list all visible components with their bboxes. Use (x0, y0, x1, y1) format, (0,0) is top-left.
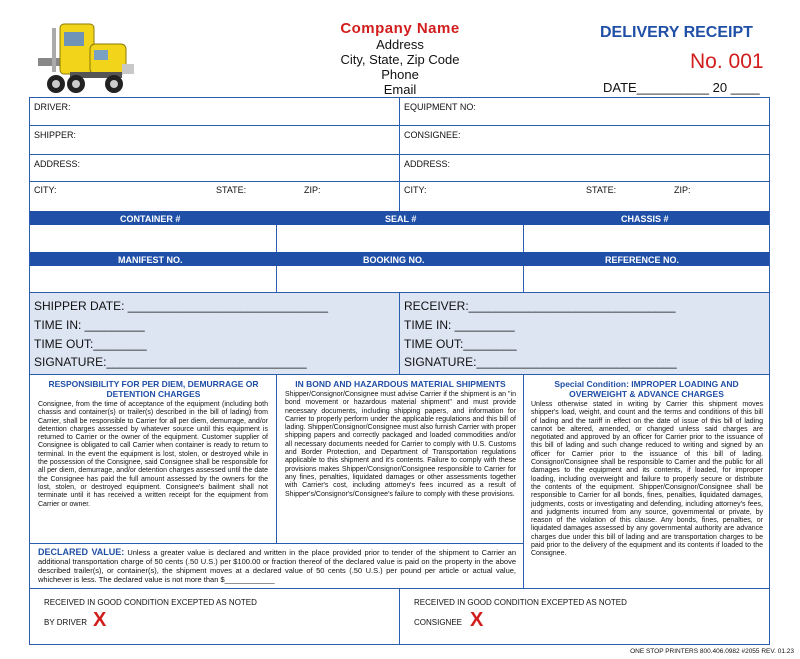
company-city-state-zip: City, State, Zip Code (340, 52, 460, 67)
terms-col-3-text: Unless otherwise stated in writing by Carrier this shipment moves shipper's load, weight, and count and the terms and conditions of this bill of lading and the tariff in effect on the date of issue of this bill of lading cannot be altered, amended, or changed unless said charges are negotiated and approved by an officer for Carrier prior to the issuance of this bill of lading and such change reduced to writing and signed by an officer for Carrier prior to the issuance of this bill of lading. Consignor/Consignee shall be responsible to Carrier and the public for all damages to the equipment and its contents, if loaded, for improper loading, including overweight and failure to properly secure or distribute the contents of the equipment. Shipper/Consignor/Consignee shall be responsible to Carrier for all bonds, fines, penalties, liquidated damages, judgments, costs or investigating and defending, including attorney's fees, and judgments incurred from any source, governmental or private, by reason of the violation of this clause. Any bonds, fines, penalties, or liquidated damages assessed by any governmental authority are advance charges due under this bill of lading and are transportation charges to be paid prior to the delivery of the equipment and its contents if loaded to the Consignee. (531, 401, 763, 558)
terms-col-2-text: Shipper/Consignor/Consignee must advise Carrier if the shipment is an "in bond movement or hazardous material shipment" and must provide necessary documents, including shipping papers, and information for Carrier to properly perform under the applicable regulations and this bill of lading. Shipper/Consignor/Consignee must also furnish Carrier with proper shipping papers and correctly packaged and loaded commodities and/or all necessary documents needed for Carrier to comply with U.S. Customs and Border Protection, and Department of Transportation regulations applicable to this shipment and it's contents. Failure to comply with these provisions makes Shipper/Consignor/Consignee responsible to Carrier for any fines, penalties, liquidated damages or other assessments together with Carrier's cost, including attorney's fees incurred as a result of Shipper's/Consignor's/Consignee's failure to comply with these provisions. (285, 391, 516, 498)
declared-value-text (38, 548, 516, 584)
equipment-field[interactable] (400, 98, 769, 126)
consignee-state-label: STATE: (586, 185, 617, 195)
driver-received-text: RECEIVED IN GOOD CONDITION EXCEPTED AS NOTED (44, 598, 257, 607)
terms-col-3 (524, 375, 769, 589)
receiver-time-out-field[interactable]: TIME OUT:________ (404, 337, 517, 351)
shipper-address-label: ADDRESS: (34, 159, 81, 169)
shipper-time-out-field[interactable]: TIME OUT:________ (34, 337, 147, 351)
terms-col-2-title: IN BOND AND HAZARDOUS MATERIAL SHIPMENTS (295, 379, 506, 389)
consignee-city-label: CITY: (404, 185, 427, 195)
container-seal-chassis-band (30, 211, 769, 225)
shipper-block (30, 293, 400, 375)
company-name: Company Name (340, 20, 460, 37)
terms-col-2 (277, 375, 524, 543)
manifest-input[interactable] (30, 266, 277, 293)
declared-value-body: Unless a greater value is declared and written in the place provided prior to tender of the shipment to Carrier an additional transportation charge of 50 cents (.50 U.S.) per $100.00 or fraction thereof of the declared value is paid on the property in the above described trailer(s), or container(s), the shipment moves at a declared value of 50 cents (.50 U.S.) per pound per article or actual value, whichever is less. The declared value is not more than $____________ (38, 548, 516, 584)
chassis-input[interactable] (524, 225, 769, 252)
consignee-city-row[interactable] (400, 182, 769, 211)
shipper-label: SHIPPER: (34, 130, 77, 140)
shipper-time-in-field[interactable]: TIME IN: _________ (34, 318, 145, 332)
reference-input[interactable] (524, 266, 769, 293)
seal-input[interactable] (277, 225, 524, 252)
shipper-city-row[interactable] (30, 182, 400, 211)
shipper-date-field[interactable]: SHIPPER DATE: ______________________________ (34, 299, 329, 313)
declared-value-label: DECLARED VALUE: (38, 547, 125, 557)
receiver-block (400, 293, 769, 375)
consignee-x-mark[interactable]: X (470, 609, 484, 631)
consignee-address-label: ADDRESS: (404, 159, 451, 169)
driver-field[interactable] (30, 98, 400, 126)
declared-value-section (30, 543, 524, 589)
driver-x-mark[interactable]: X (93, 609, 107, 631)
seal-header: SEAL # (385, 214, 417, 224)
terms-col-1-text: Consignee, from the time of acceptance of the equipment (including both chassis and container(s) or trailer(s) described in the bill of lading) from Carrier, shall be responsible to Carrier for all per diem, demurrage, and/or detention charges assessed by whatever source until this equipment is returned to Carrier or the owner of the equipment. Customer supplier of Consignee is obligated to call Carrier when container is ready to return to terminal. In the event the equipment is lost, stolen, or destroyed while in the possession of the Consignee, said Consignee shall be responsible for all per diem, demurrage, and/or detention charges assessed until the date the Consignee has paid the full amount assessed by the owners for the lost, stolen, or destroyed equipment. Consignee's bailment shall not terminate until it has received a written receipt for the equipment from Carrier or owner. (38, 401, 268, 508)
consignee-received-text: RECEIVED IN GOOD CONDITION EXCEPTED AS NOTED (414, 598, 627, 607)
consignee-label: CONSIGNEE: (404, 130, 461, 140)
receiver-time-in-field[interactable]: TIME IN: _________ (404, 318, 515, 332)
equipment-label: EQUIPMENT NO: (404, 102, 476, 112)
consignee-zip-label: ZIP: (674, 185, 691, 195)
receiver-signature-field[interactable]: SIGNATURE:______________________________ (404, 355, 677, 369)
shipper-zip-label: ZIP: (304, 185, 321, 195)
shipper-address-field[interactable] (30, 155, 400, 182)
booking-input[interactable] (277, 266, 524, 293)
receipt-title: DELIVERY RECEIPT (600, 24, 753, 41)
date-field[interactable]: DATE__________ 20 ____ (603, 80, 760, 95)
booking-header: BOOKING NO. (363, 255, 425, 265)
company-header (260, 20, 540, 97)
by-driver-label: BY DRIVER (44, 618, 87, 627)
company-address: Address (376, 37, 424, 52)
terms-col-1-title: RESPONSIBILITY FOR PER DIEM, DEMURRAGE OR DETENTION CHARGES (48, 379, 259, 399)
consignee-address-field[interactable] (400, 155, 769, 182)
consignee-receipt (400, 589, 769, 644)
shipper-field[interactable] (30, 126, 400, 155)
driver-label: DRIVER: (34, 102, 71, 112)
terms-col-3-title: Special Condition: IMPROPER LOADING AND OVERWEIGHT & ADVANCE CHARGES (554, 379, 739, 399)
form-body (29, 97, 770, 645)
terms-col-1 (30, 375, 277, 543)
consignee-sign-label: CONSIGNEE (414, 618, 463, 627)
printer-footer: ONE STOP PRINTERS 800.406.0982 #2055 REV. 01.23 (630, 648, 794, 655)
chassis-header: CHASSIS # (621, 214, 669, 224)
shipper-signature-field[interactable]: SIGNATURE:______________________________ (34, 355, 307, 369)
receipt-number: No. 001 (690, 50, 764, 73)
manifest-booking-reference-band (30, 252, 769, 266)
manifest-header: MANIFEST NO. (118, 255, 183, 265)
shipper-city-label: CITY: (34, 185, 57, 195)
truck-logo (30, 14, 140, 104)
company-email: Email (383, 82, 417, 97)
consignee-field[interactable] (400, 126, 769, 155)
shipper-state-label: STATE: (216, 185, 247, 195)
receiver-field[interactable]: RECEIVER:_______________________________ (404, 299, 676, 313)
container-input[interactable] (30, 225, 277, 252)
company-phone: Phone (381, 67, 419, 82)
driver-receipt (30, 589, 400, 644)
container-header: CONTAINER # (120, 214, 181, 224)
reference-header: REFERENCE NO. (605, 255, 680, 265)
